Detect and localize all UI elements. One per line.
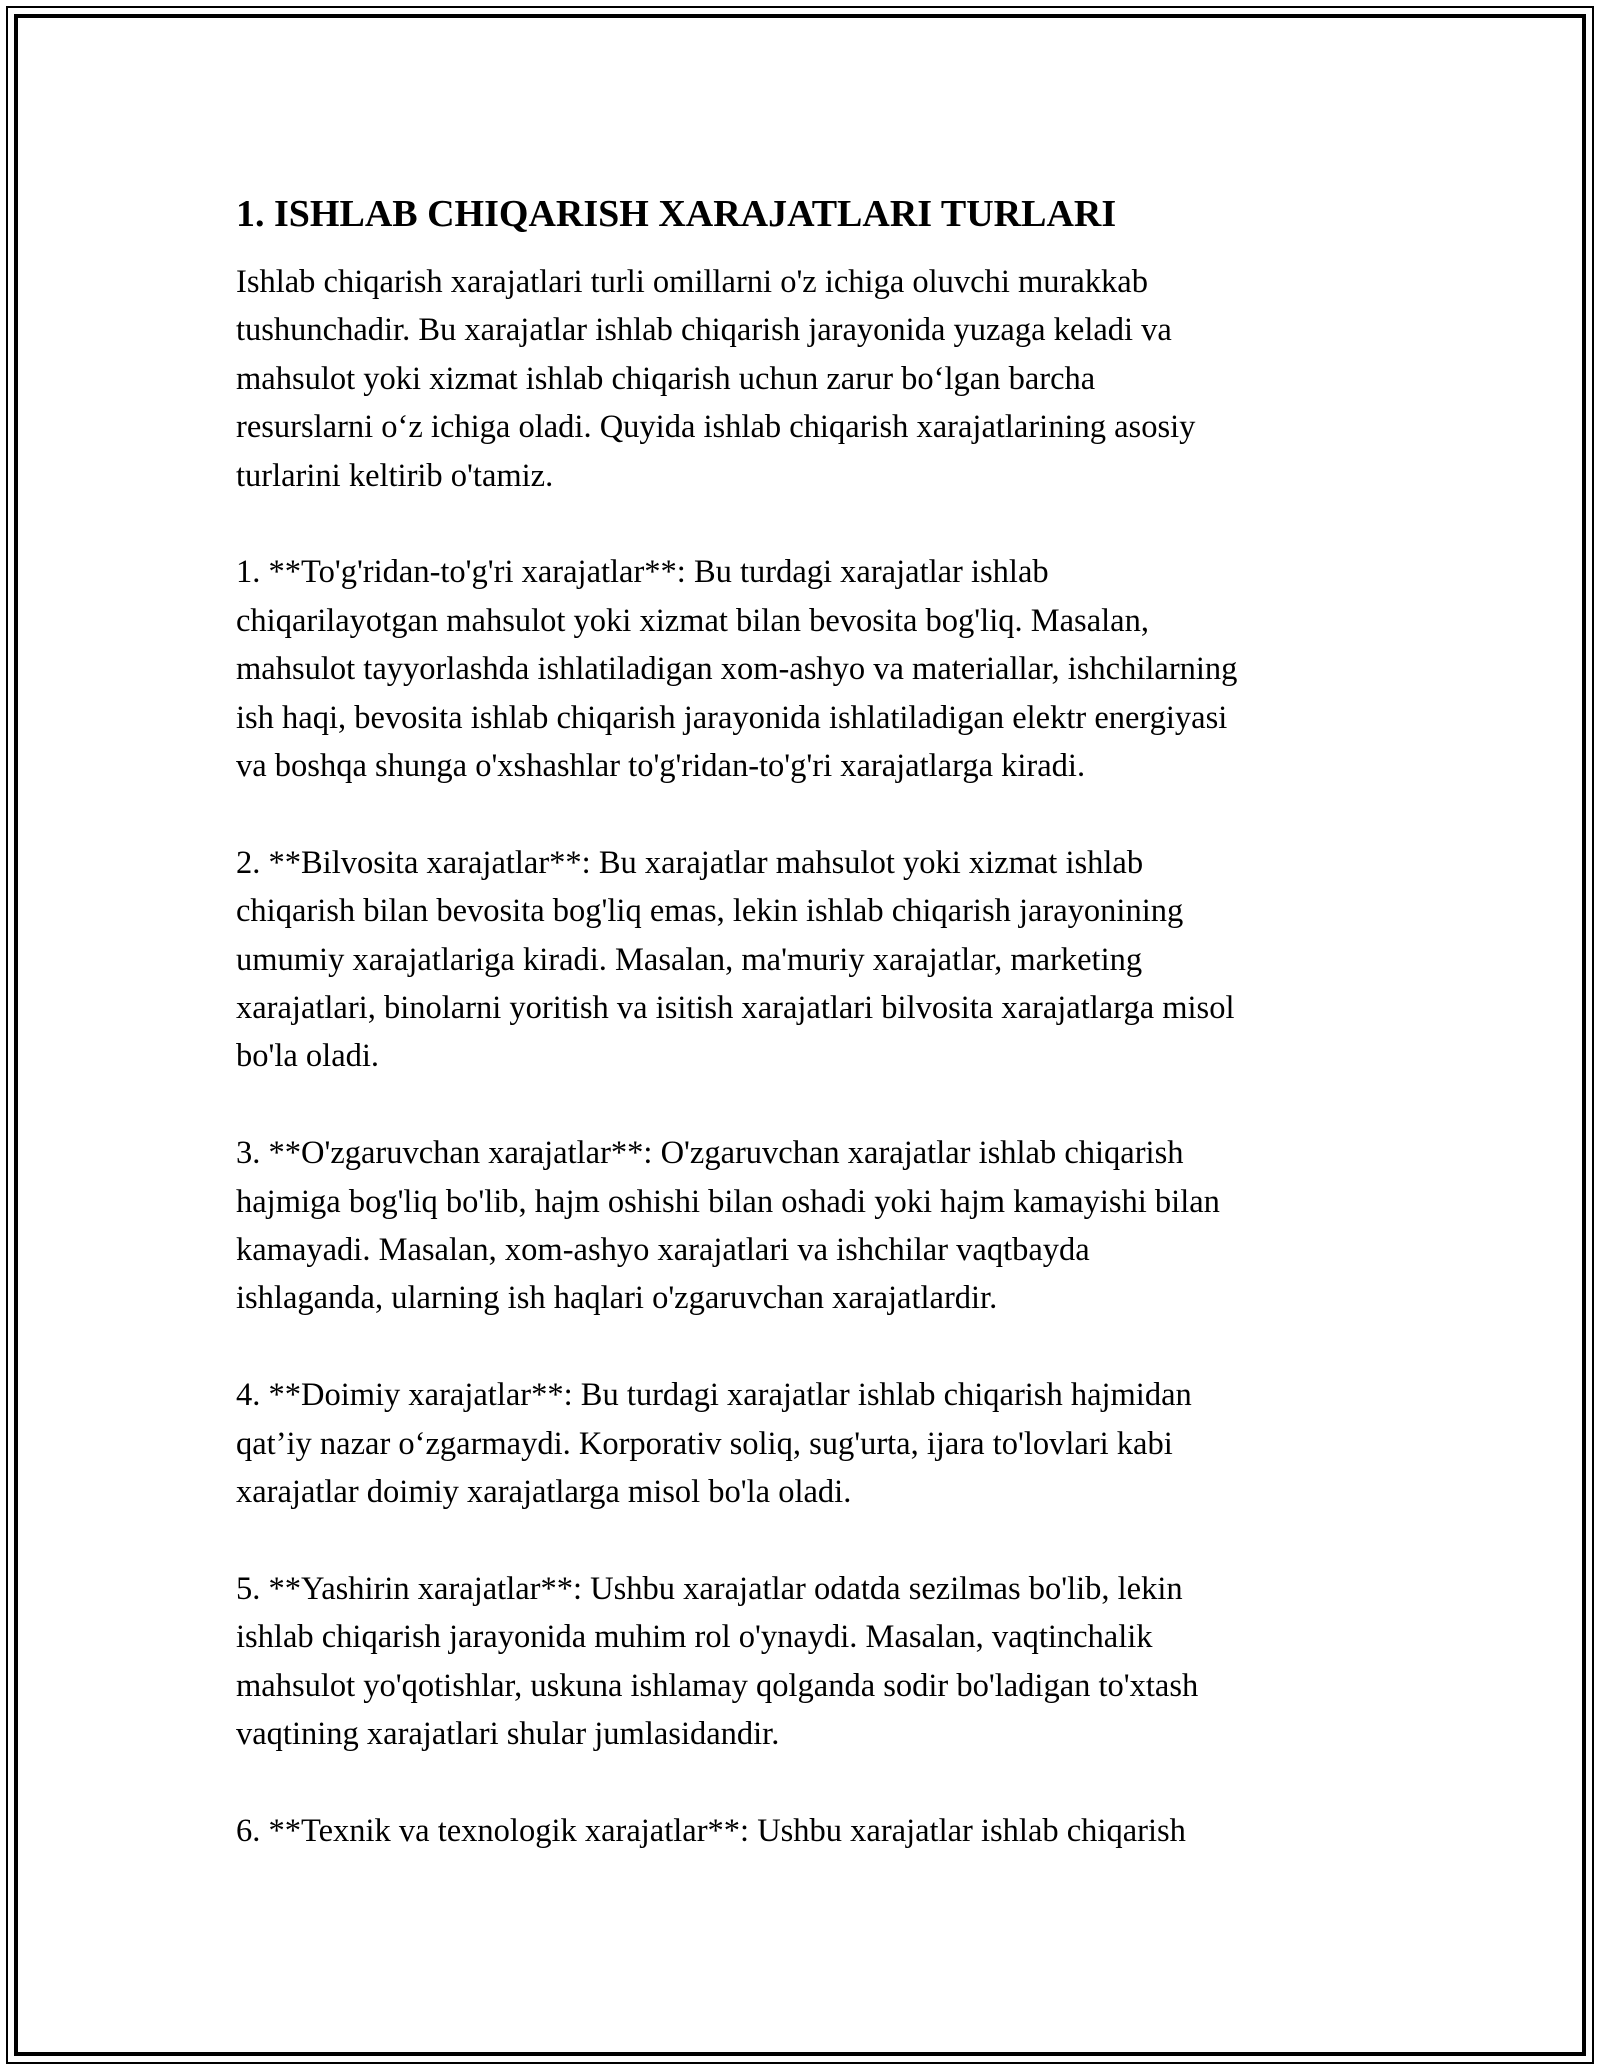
text-line: chiqarish bilan bevosita bog'liq emas, lekin ishlab chiqarish jarayonining bbox=[236, 893, 1184, 930]
text-line: 5. **Yashirin xarajatlar**: Ushbu xarajatlar odatda sezilmas bo'lib, lekin bbox=[236, 1570, 1183, 1607]
text-line: hajmiga bog'liq bo'lib, hajm oshishi bilan oshadi yoki hajm kamayishi bilan bbox=[236, 1183, 1220, 1220]
text-line: ish haqi, bevosita ishlab chiqarish jarayonida ishlatiladigan elektr energiyasi bbox=[236, 699, 1228, 736]
text-line: umumiy xarajatlariga kiradi. Masalan, ma'muriy xarajatlar, marketing bbox=[236, 941, 1143, 978]
text-line: bo'la oladi. bbox=[236, 1038, 380, 1075]
paragraph-variable-costs bbox=[236, 1129, 1376, 1323]
text-line: mahsulot yoki xizmat ishlab chiqarish uchun zarur bo‘lgan barcha bbox=[236, 360, 1096, 397]
text-line: resurslarni o‘z ichiga oladi. Quyida ishlab chiqarish xarajatlarining asosiy bbox=[236, 409, 1196, 446]
text-line: va boshqa shunga o'xshashlar to'g'ridan-to'g'ri xarajatlarga kiradi. bbox=[236, 748, 1086, 785]
section-heading: 1. ISHLAB CHIQARISH XARAJATLARI TURLARI bbox=[236, 193, 1117, 235]
paragraph-direct-costs bbox=[236, 548, 1376, 790]
text-line: ishlab chiqarish jarayonida muhim rol o'ynaydi. Masalan, vaqtinchalik bbox=[236, 1619, 1153, 1656]
text-line: 2. **Bilvosita xarajatlar**: Bu xarajatlar mahsulot yoki xizmat ishlab bbox=[236, 844, 1144, 881]
text-line: chiqarilayotgan mahsulot yoki xizmat bilan bevosita bog'liq. Masalan, bbox=[236, 602, 1149, 639]
paragraph-hidden-costs bbox=[236, 1565, 1376, 1759]
text-line: mahsulot tayyorlashda ishlatiladigan xom-ashyo va materiallar, ishchilarning bbox=[236, 651, 1238, 688]
text-line: xarajatlari, binolarni yoritish va isitish xarajatlari bilvosita xarajatlarga misol bbox=[236, 990, 1235, 1027]
paragraph-intro bbox=[236, 258, 1376, 500]
text-line: ishlaganda, ularning ish haqlari o'zgaruvchan xarajatlardir. bbox=[236, 1280, 998, 1317]
paragraph-fixed-costs bbox=[236, 1371, 1376, 1516]
text-line: 6. **Texnik va texnologik xarajatlar**: Ushbu xarajatlar ishlab chiqarish bbox=[236, 1812, 1186, 1849]
text-line: tushunchadir. Bu xarajatlar ishlab chiqarish jarayonida yuzaga keladi va bbox=[236, 312, 1172, 349]
text-line: vaqtining xarajatlari shular jumlasidandir. bbox=[236, 1716, 780, 1753]
text-line: 3. **O'zgaruvchan xarajatlar**: O'zgaruvchan xarajatlar ishlab chiqarish bbox=[236, 1135, 1184, 1172]
text-line: mahsulot yo'qotishlar, uskuna ishlamay qolganda sodir bo'ladigan to'xtash bbox=[236, 1667, 1199, 1704]
text-line: Ishlab chiqarish xarajatlari turli omillarni o'z ichiga oluvchi murakkab bbox=[236, 264, 1148, 300]
text-line: qat’iy nazar o‘zgarmaydi. Korporativ soliq, sug'urta, ijara to'lovlari kabi bbox=[236, 1425, 1173, 1462]
document-body bbox=[236, 190, 1376, 1855]
text-line: 4. **Doimiy xarajatlar**: Bu turdagi xarajatlar ishlab chiqarish hajmidan bbox=[236, 1377, 1192, 1414]
text-line: turlarini keltirib o'tamiz. bbox=[236, 457, 554, 494]
text-line: kamayadi. Masalan, xom-ashyo xarajatlari va ishchilar vaqtbayda bbox=[236, 1232, 1090, 1269]
paragraph-indirect-costs bbox=[236, 839, 1376, 1081]
paragraph-technical-costs bbox=[236, 1807, 1376, 1855]
text-line: xarajatlar doimiy xarajatlarga misol bo'la oladi. bbox=[236, 1474, 852, 1511]
text-line: 1. **To'g'ridan-to'g'ri xarajatlar**: Bu turdagi xarajatlar ishlab bbox=[236, 554, 1049, 591]
